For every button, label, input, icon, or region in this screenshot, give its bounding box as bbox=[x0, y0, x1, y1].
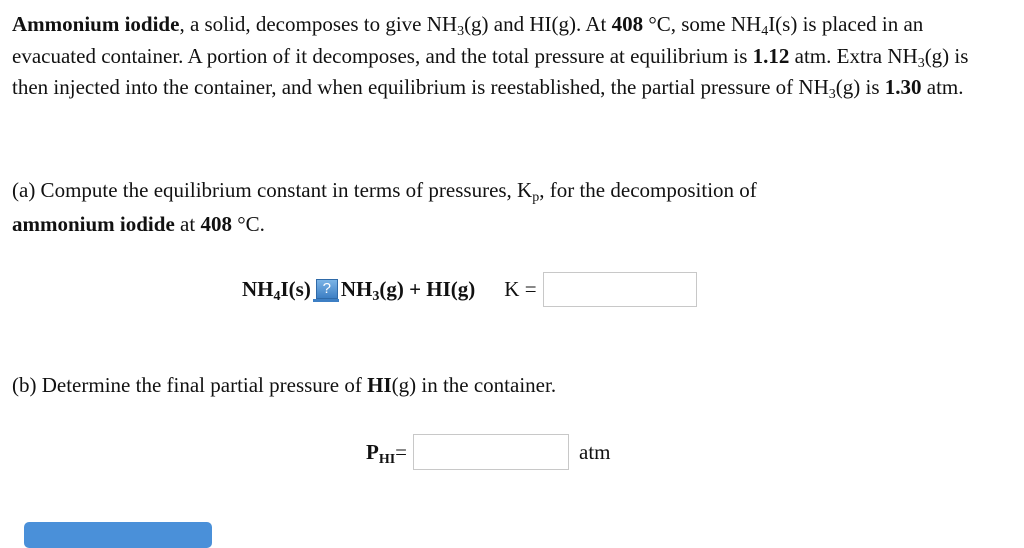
products bbox=[341, 277, 475, 302]
text-span: , for the decomposition of bbox=[539, 178, 757, 202]
submit-button[interactable] bbox=[24, 522, 212, 548]
part-a-question bbox=[12, 173, 1002, 241]
subscript: 4 bbox=[273, 288, 281, 304]
nh3-pressure-value: 1.30 bbox=[884, 75, 922, 99]
part-b-question bbox=[12, 368, 556, 402]
text-span: I(s) is placed in an evacuated container. A portion of it decomposes, and the total pressure at equilibrium is bbox=[12, 12, 924, 68]
text-span: (g) + HI(g) bbox=[379, 276, 476, 301]
species-name: HI bbox=[367, 373, 392, 397]
text-span: at bbox=[174, 212, 201, 236]
temperature-value: 408 bbox=[611, 12, 644, 36]
text-span: atm. bbox=[921, 75, 964, 99]
text-span: (g) is then injected into the container, and when equilibrium is reestablished, the partial pressure of NH bbox=[12, 43, 969, 99]
text-span: NH bbox=[242, 276, 274, 301]
text-span: (a) Compute the equilibrium constant in terms of pressures, K bbox=[12, 178, 533, 202]
k-answer-input[interactable] bbox=[543, 272, 697, 307]
text-span: °C, some NH bbox=[643, 12, 762, 36]
arrow-help-icon[interactable]: ? bbox=[316, 279, 338, 299]
subscript: 3 bbox=[917, 55, 925, 71]
phi-answer-row bbox=[366, 433, 611, 471]
text-span: NH bbox=[340, 276, 373, 301]
phi-label bbox=[366, 440, 395, 465]
subscript: p bbox=[532, 190, 540, 205]
subscript: 3 bbox=[828, 87, 836, 102]
text-span: I(s) bbox=[280, 276, 311, 301]
phi-answer-input[interactable] bbox=[413, 434, 569, 470]
text-span: (g) in the container. bbox=[391, 373, 557, 397]
k-label: K = bbox=[504, 276, 537, 301]
reactant bbox=[242, 277, 311, 302]
unit-label: atm bbox=[579, 439, 611, 464]
text-span: (b) Determine the final partial pressure of bbox=[12, 373, 368, 397]
text-span: (g) and HI(g). At bbox=[464, 12, 612, 36]
subscript: 3 bbox=[372, 288, 380, 304]
compound-name: Ammonium iodide bbox=[12, 12, 180, 36]
text-span: (g) is bbox=[835, 75, 885, 99]
problem-statement bbox=[12, 9, 1002, 104]
text-span: °C. bbox=[231, 212, 265, 236]
temperature-value: 408 bbox=[200, 212, 232, 236]
subscript: HI bbox=[378, 451, 396, 467]
total-pressure-value: 1.12 bbox=[752, 43, 790, 68]
equals-sign: = bbox=[395, 439, 408, 464]
text-span: atm. Extra NH bbox=[789, 43, 918, 68]
reaction-equation bbox=[242, 270, 697, 308]
text-span: P bbox=[366, 439, 379, 464]
text-span: , a solid, decomposes to give NH bbox=[179, 12, 458, 36]
compound-name: ammonium iodide bbox=[12, 212, 175, 236]
subscript: 4 bbox=[761, 24, 769, 39]
subscript: 3 bbox=[457, 24, 465, 39]
